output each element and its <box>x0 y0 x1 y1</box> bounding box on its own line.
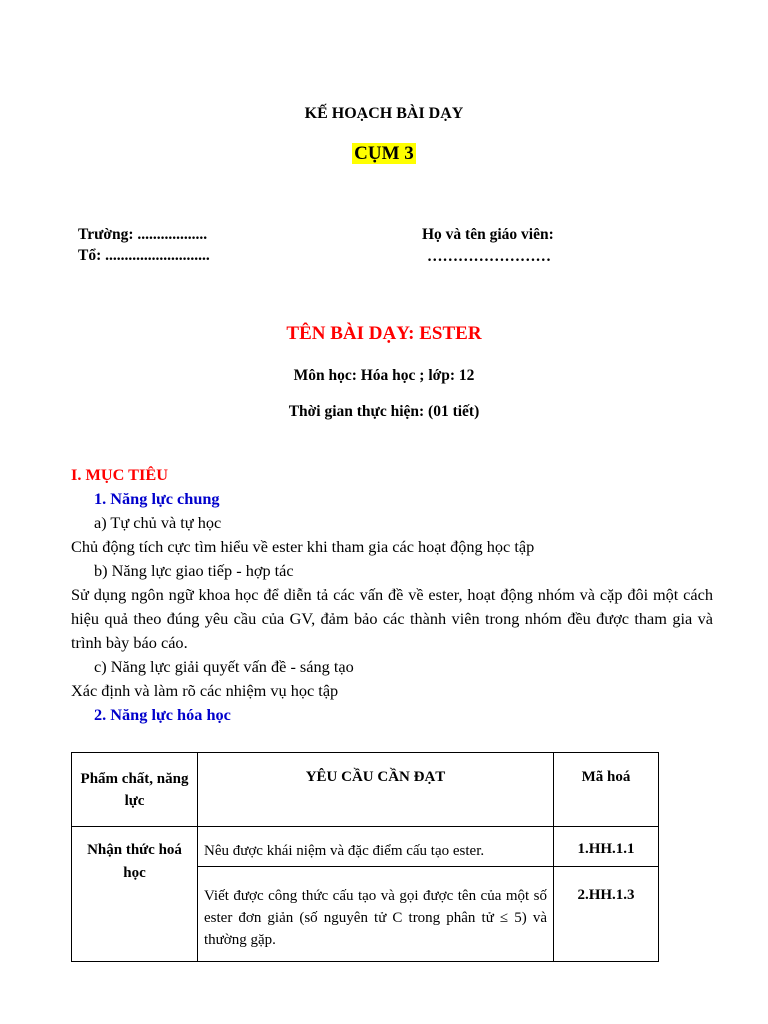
self-study-subheading: a) Tự chủ và tự học <box>94 513 222 532</box>
table-header-row <box>72 753 659 827</box>
header-code: Mã hoá <box>554 753 659 827</box>
requirement-cell: Viết được công thức cấu tạo và gọi được tên của một số ester đơn giản (số nguyên tử C trong phân tử ≤ 5) và thường gặp. <box>198 867 554 962</box>
group-cell: Nhận thức hoá học <box>72 827 198 962</box>
duration-line: Thời gian thực hiện: (01 tiết) <box>288 403 480 420</box>
cluster-label <box>0 143 768 165</box>
communication-subheading: b) Năng lực giao tiếp - hợp tác <box>94 561 294 580</box>
team-field: Tổ: ........................... <box>78 247 210 264</box>
code-cell: 1.HH.1.1 <box>554 827 659 867</box>
school-field: Trường: .................. <box>78 226 208 243</box>
document-title: KẾ HOẠCH BÀI DẠY <box>304 105 464 122</box>
code-cell: 2.HH.1.3 <box>554 867 659 962</box>
requirement-cell: Nêu được khái niệm và đặc điểm cấu tạo ester. <box>198 827 554 867</box>
problem-solving-subheading: c) Năng lực giải quyết vấn đề - sáng tạo <box>94 657 354 676</box>
general-competence-heading: 1. Năng lực chung <box>94 489 220 508</box>
communication-text: Sử dụng ngôn ngữ khoa học để diễn tả các vấn đề về ester, hoạt động nhóm và cặp đôi một cách hiệu quả theo đúng yêu cầu của GV, đảm bảo các thành viên trong nhóm đều được tham gia và trình bày báo cáo. <box>71 585 713 652</box>
header-quality: Phẩm chất, năng lực <box>72 753 198 827</box>
requirements-table <box>71 752 659 962</box>
lesson-title: TÊN BÀI DẠY: ESTER <box>286 323 482 344</box>
subject-line: Môn học: Hóa học ; lớp: 12 <box>293 367 475 384</box>
teacher-label: Họ và tên giáo viên: <box>422 226 554 243</box>
self-study-text: Chủ động tích cực tìm hiểu về ester khi tham gia các hoạt động học tập <box>71 537 535 556</box>
teacher-dots: …………………… <box>427 248 551 265</box>
cluster-highlight: CỤM 3 <box>354 143 414 164</box>
header-requirement: YÊU CẦU CẦN ĐẠT <box>198 753 554 827</box>
chemistry-competence-heading: 2. Năng lực hóa học <box>94 705 231 724</box>
table-row <box>72 827 659 867</box>
problem-solving-text: Xác định và làm rõ các nhiệm vụ học tập <box>71 681 339 700</box>
section-objectives-title: I. MỤC TIÊU <box>71 465 168 484</box>
